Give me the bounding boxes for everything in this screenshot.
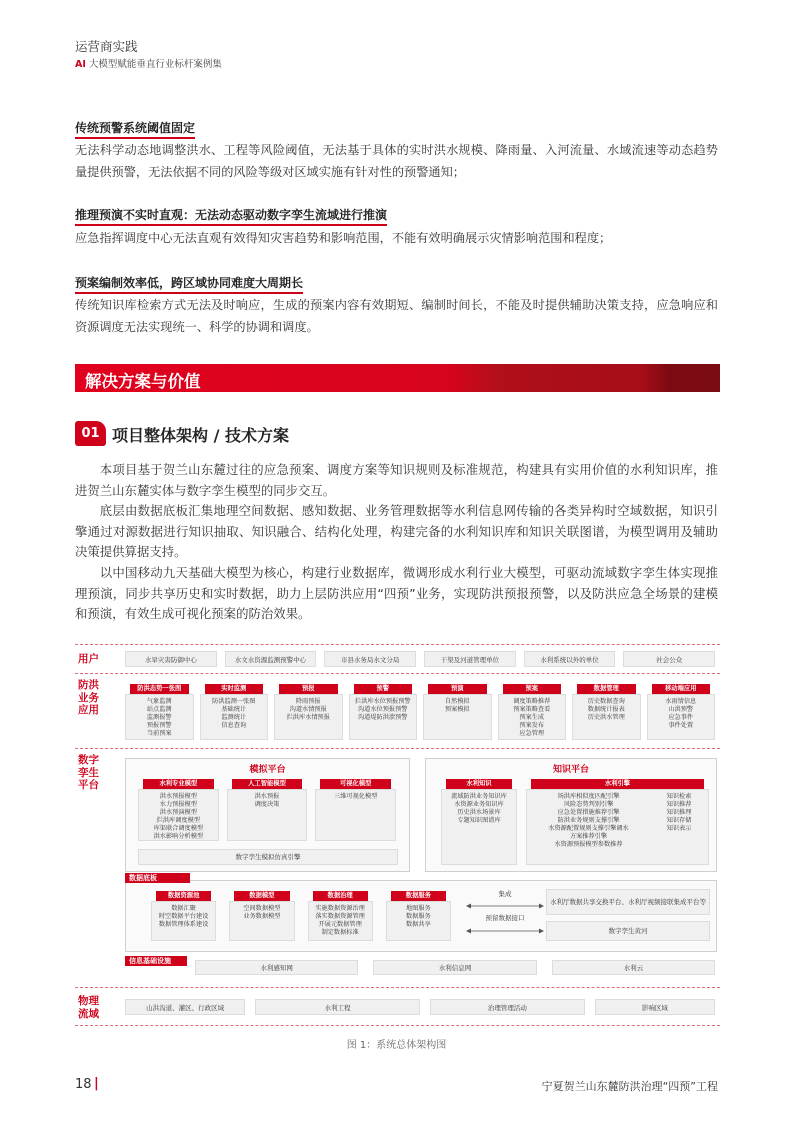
data-module-item: 实施数据资源治理 — [315, 905, 365, 912]
engine-item: 水资源预报模型参数推荐 — [554, 841, 623, 848]
dashed-divider — [75, 748, 720, 749]
running-header-title: 运营商实践 — [75, 39, 138, 54]
data-module-item: 空间数据模型 — [243, 905, 281, 912]
problem-heading-text: 预案编制效率低，跨区域协同难度大周期长 — [75, 274, 303, 294]
app-module-item: 调度策略推荐 — [513, 698, 551, 705]
dashed-divider — [75, 987, 720, 988]
model-module-item: 拦洪库调度模型 — [156, 817, 200, 824]
running-header-subtitle — [75, 56, 222, 70]
user-group-box: 水旱灾害防御中心 — [125, 651, 217, 667]
app-module-item: 沟道水情预报 — [289, 706, 327, 713]
physical-row — [125, 999, 715, 1015]
footer-title: 宁夏贺兰山东麓防洪治理“四预”工程 — [541, 1080, 718, 1093]
app-module-item: 预案生成 — [519, 714, 545, 721]
app-module-column — [572, 684, 641, 740]
knowledge-engine-body — [526, 789, 709, 865]
simulation-platform-title: 模拟平台 — [249, 765, 286, 775]
problem-text: 应急指挥调度中心无法直观有效得知灾害趋势和影响范围，不能有效明确展示灾情影响范围和程度； — [75, 231, 612, 245]
engine-list-left — [527, 793, 650, 864]
banner-title: 解决方案与价值 — [85, 372, 201, 391]
app-module-header: 防洪态势一张图 — [130, 684, 189, 694]
engine-item: 风险态势判别引擎 — [563, 801, 614, 808]
app-module-header: 数据管理 — [577, 684, 636, 694]
user-group-box: 社会公众 — [623, 651, 715, 667]
external-platform-box: 水利厅数据共享交换平台、水利厅视频接联集成平台等 — [546, 889, 710, 915]
app-module-item: 气象监测 — [146, 698, 172, 705]
problem-heading — [75, 274, 303, 294]
app-module-item: 基础统计 — [221, 706, 247, 713]
infrastructure-row — [195, 960, 715, 975]
data-module-item: 数据管理体系建设 — [158, 921, 209, 928]
app-module-item: 数据统计报表 — [587, 706, 625, 713]
data-foundation-tab: 数据底板 — [125, 873, 190, 883]
knowledge-function-item: 知识推理 — [666, 809, 692, 816]
knowledge-base-body — [441, 789, 517, 865]
data-module-item: 业务数据模型 — [243, 913, 281, 920]
app-module-item: 拦洪库水位预报预警 — [354, 698, 411, 705]
app-module-column — [498, 684, 567, 740]
knowledge-base-item: 流域防洪业务知识库 — [451, 793, 507, 800]
engine-list-right — [650, 793, 708, 864]
app-module-item: 预案发布 — [519, 722, 545, 729]
infrastructure-box: 水利云 — [552, 960, 715, 975]
model-module-item: 库渠联合调度模型 — [153, 825, 204, 832]
physical-layer-label: 物理流域 — [78, 995, 99, 1020]
app-module-header: 预案 — [503, 684, 562, 694]
knowledge-base-header: 水利知识 — [446, 779, 512, 789]
model-module-item: 调度决策 — [254, 801, 280, 808]
dashed-divider — [75, 673, 720, 674]
simulation-platform-panel — [125, 758, 410, 872]
model-module-column — [138, 779, 219, 841]
app-module-header: 预报 — [279, 684, 338, 694]
model-module-header: 人工智能模型 — [232, 779, 303, 789]
problem-heading-text: 推理预演不实时直观：无法动态驱动数字孪生流域进行推演 — [75, 206, 387, 226]
problem-heading — [75, 119, 195, 139]
data-module-column — [229, 891, 294, 941]
app-module-body — [125, 694, 194, 740]
data-module-item: 地图服务 — [406, 905, 431, 912]
app-module-item: 预报预警 — [146, 722, 172, 729]
app-module-item: 沟道堤防洪溃预警 — [358, 714, 408, 721]
model-module-column — [315, 779, 396, 841]
problem-text: 传统知识库检索方式无法及时响应，生成的预案内容有效期短、编制时间长，不能及时提供辅助决策支持，应急响应和资源调度无法实现统一、科学的协调和调度。 — [75, 298, 718, 334]
app-module-item: 降雨预报 — [295, 698, 321, 705]
problem-heading-text: 传统预警系统阈值固定 — [75, 119, 195, 139]
figure-caption: 图 1：系统总体架构图 — [346, 1040, 447, 1051]
data-module-header: 数据治理 — [313, 891, 368, 901]
app-module-body — [498, 694, 567, 740]
app-module-column — [647, 684, 716, 740]
app-module-header: 预警 — [354, 684, 413, 694]
app-module-body — [423, 694, 492, 740]
data-module-item: 数据汇聚 — [171, 905, 196, 912]
data-module-column — [386, 891, 451, 941]
section-body — [75, 460, 718, 625]
data-module-body — [308, 901, 373, 941]
engine-item: 水资源配置规则支撑引擎调水 — [548, 825, 629, 832]
app-module-item: 监测统计 — [221, 714, 247, 721]
model-module-header: 水利专业模型 — [143, 779, 214, 789]
app-module-item: 山洪预警 — [668, 706, 694, 713]
simulation-modules — [138, 779, 396, 841]
engine-item: 应急处置措施推荐引擎 — [557, 809, 620, 816]
app-module-body — [200, 694, 269, 740]
app-module-item: 防洪监测一张图 — [212, 698, 256, 705]
physical-area-box: 影响区域 — [595, 999, 715, 1015]
data-module-item: 落实数据资源管理 — [315, 913, 365, 920]
app-module-item: 应急管理 — [519, 730, 545, 737]
problem-text: 无法科学动态地调整洪水、工程等风险阈值，无法基于具体的实时洪水规模、降雨量、入河流量、水域流速等动态趋势量提供预警，无法依据不同的风险等级对区域实施有针对性的预警通知； — [75, 143, 718, 179]
infrastructure-box: 水利感知网 — [195, 960, 358, 975]
data-module-column — [308, 891, 373, 941]
twin-layer-label: 数字孪生平台 — [78, 754, 99, 791]
app-module-item: 水雨情信息 — [665, 698, 697, 705]
knowledge-function-item: 知识表示 — [666, 825, 692, 832]
app-module-item: 站点监测 — [146, 706, 172, 713]
app-module-column — [423, 684, 492, 740]
section-title: 项目整体架构 / 技术方案 — [112, 426, 289, 445]
model-module-body — [315, 789, 396, 841]
physical-area-box: 治理管理活动 — [430, 999, 585, 1015]
model-module-item: 三维可视化模型 — [334, 793, 378, 800]
app-module-item: 事件处置 — [668, 722, 694, 729]
subtitle-text: 大模型赋能垂直行业标杆案例集 — [88, 59, 222, 70]
model-module-header: 可视化模型 — [320, 779, 391, 789]
architecture-diagram — [75, 638, 720, 1030]
app-module-item: 预案模拟 — [444, 706, 470, 713]
knowledge-engine-module — [526, 779, 709, 865]
app-module-item: 当前预案 — [146, 730, 172, 737]
infrastructure-box: 水利信息网 — [373, 960, 536, 975]
user-group-box: 市县水务局水文分局 — [324, 651, 416, 667]
data-foundation-panel — [125, 880, 717, 952]
app-module-column — [274, 684, 343, 740]
data-module-header: 数据模型 — [234, 891, 289, 901]
app-module-header: 预演 — [428, 684, 487, 694]
user-group-box: 水利系统以外的单位 — [524, 651, 616, 667]
double-arrow-icon — [466, 889, 544, 939]
app-module-item: 自然模拟 — [444, 698, 470, 705]
engine-item: 防洪业务规则支撑引擎 — [557, 817, 620, 824]
app-module-body — [647, 694, 716, 740]
model-module-item: 洪水预报 — [254, 793, 280, 800]
external-platform-box: 数字孪生黄河 — [546, 921, 710, 941]
model-module-body — [227, 789, 308, 841]
model-module-item: 洪水预报模型 — [159, 793, 197, 800]
knowledge-base-item: 专题知识图谱库 — [457, 817, 501, 824]
data-module-item: 开展元数据管理 — [318, 921, 362, 928]
app-module-header: 移动端应用 — [652, 684, 711, 694]
page-number: 18 — [75, 1077, 92, 1092]
apps-row — [125, 684, 715, 740]
data-module-item: 制定数据标准 — [321, 929, 359, 936]
dashed-divider — [75, 1025, 720, 1026]
data-module-column — [151, 891, 216, 941]
data-module-item: 数据共享 — [406, 921, 431, 928]
data-module-header: 数据资源池 — [156, 891, 211, 901]
data-module-body — [151, 901, 216, 941]
app-module-body — [274, 694, 343, 740]
body-paragraph: 底层由数据底板汇集地理空间数据、感知数据、业务管理数据等水利信息网传输的各类异构时空域数据，知识引擎通过对源数据进行知识抽取、知识融合、结构化处理，构建完备的水利知识库和知识关联图谱，为模型调用及辅助决策提供算据支持。 — [75, 503, 718, 560]
app-module-body — [349, 694, 418, 740]
infrastructure-tab: 信息基础设施 — [125, 956, 187, 966]
integration-label: 集成 — [498, 890, 512, 898]
users-row — [125, 651, 715, 667]
body-paragraph: 本项目基于贺兰山东麓过往的应急预案、调度方案等知识规则及标准规范，构建具有实用价值的水利知识库，推进贺兰山东麓实体与数字孪生模型的同步交互。 — [75, 462, 718, 498]
dashed-divider — [75, 644, 720, 645]
apps-layer-label: 防洪业务应用 — [78, 679, 99, 716]
physical-area-box: 山洪沟道、灌区、行政区域 — [125, 999, 245, 1015]
user-group-box: 水文水资源监测预警中心 — [225, 651, 317, 667]
app-module-item: 沟道水位预报预警 — [358, 706, 408, 713]
engine-item: 方案推荐引擎 — [569, 833, 608, 840]
interface-label: 预留数据接口 — [485, 914, 525, 922]
app-module-item: 历史洪水管理 — [587, 714, 625, 721]
app-module-item: 拦洪库水情预报 — [286, 714, 330, 721]
engine-item: 场洪库相似度匹配引擎 — [557, 793, 620, 800]
section-banner — [75, 364, 720, 392]
ai-label: AI — [75, 59, 86, 70]
users-layer-label: 用户 — [78, 653, 99, 665]
app-module-column — [349, 684, 418, 740]
model-module-item: 洪水影响分析模型 — [153, 833, 204, 840]
app-module-body — [572, 694, 641, 740]
physical-area-box: 水利工程 — [255, 999, 420, 1015]
data-module-header: 数据服务 — [391, 891, 446, 901]
knowledge-platform-title: 知识平台 — [552, 765, 589, 775]
model-module-column — [227, 779, 308, 841]
app-module-header: 实时监测 — [205, 684, 264, 694]
model-module-item: 洪水预演模型 — [159, 809, 197, 816]
knowledge-base-item: 历史洪水场景库 — [457, 809, 501, 816]
model-module-item: 水力预报模型 — [159, 801, 197, 808]
knowledge-function-item: 知识检索 — [666, 793, 692, 800]
footer-separator: | — [94, 1076, 99, 1091]
body-paragraph: 以中国移动九天基础大模型为核心，构建行业数据库，微调形成水利行业大模型，可驱动流域数字孪生体实现推理预演，同步共享历史和实时数据，助力上层防洪应用“四预”业务，实现防洪预报预警，以及防洪应急全场景的建模和预演，有效生成可视化预案的防治效果。 — [75, 564, 718, 622]
app-module-item: 监测报警 — [146, 714, 172, 721]
simulation-engine-box: 数字孪生模拟仿真引擎 — [138, 849, 398, 865]
knowledge-engine-header: 水利引擎 — [531, 779, 704, 789]
knowledge-function-item: 知识推荐 — [666, 801, 692, 808]
data-module-body — [386, 901, 451, 941]
data-module-item: 时空数据平台建设 — [158, 913, 209, 920]
data-module-item: 数据服务 — [406, 913, 431, 920]
data-module-body — [229, 901, 294, 941]
model-module-body — [138, 789, 219, 841]
user-group-box: 干渠及河道管理单位 — [424, 651, 516, 667]
problem-heading — [75, 206, 387, 226]
app-module-item: 预案策略查看 — [513, 706, 551, 713]
knowledge-platform-panel — [425, 758, 717, 872]
knowledge-function-item: 知识存储 — [666, 817, 692, 824]
data-foundation-modules — [151, 891, 451, 941]
app-module-item: 应急事件 — [668, 714, 694, 721]
app-module-item: 历史数据查询 — [587, 698, 625, 705]
app-module-item: 信息查询 — [221, 722, 247, 729]
knowledge-base-item: 水资源业务知识库 — [454, 801, 504, 808]
app-module-column — [125, 684, 194, 740]
section-number-badge: 01 — [75, 421, 106, 446]
knowledge-base-module — [441, 779, 517, 865]
app-module-column — [200, 684, 269, 740]
